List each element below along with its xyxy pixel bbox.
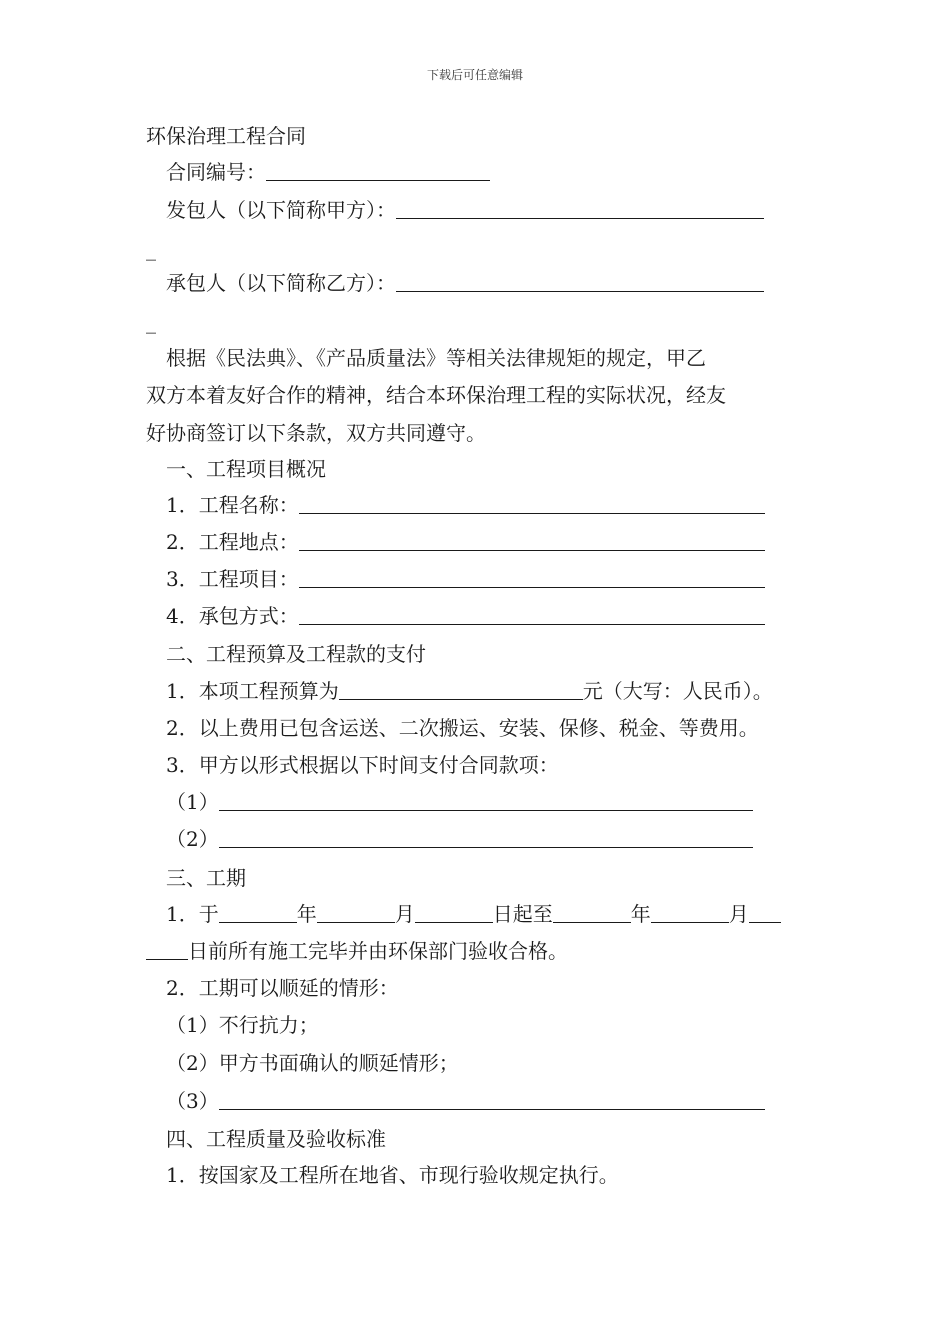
- payment-sub-item: [166, 789, 753, 815]
- item-number: 4．: [166, 604, 199, 628]
- item-label: 工程地点：: [198, 530, 299, 554]
- sub-item-number: （2）: [166, 827, 219, 851]
- fees-included-line: 2．以上费用已包含运送、二次搬运、安装、保修、税金、等费用。: [166, 716, 759, 740]
- party-b-blank[interactable]: [396, 273, 764, 292]
- budget-suffix: 元（大写：人民币）。: [582, 679, 773, 703]
- end-day-blank-part-1[interactable]: [749, 904, 781, 923]
- sub-item-number: （3）: [166, 1089, 219, 1113]
- schedule-rest: 日前所有施工完毕并由环保部门验收合格。: [188, 939, 568, 963]
- contract-number-label: 合同编号：: [166, 160, 266, 184]
- item-number: 3．: [166, 567, 199, 591]
- section-1-item: [166, 603, 765, 629]
- year-label: 年: [296, 902, 317, 926]
- end-day-blank-part-2[interactable]: [146, 941, 188, 960]
- contract-number-line: [166, 159, 490, 185]
- sub-item-number: （1）: [166, 790, 219, 814]
- extension-3-blank[interactable]: [219, 1091, 765, 1110]
- payment-sub-item: [166, 826, 753, 852]
- section-1-item: [166, 529, 765, 555]
- item-label: 承包方式：: [198, 604, 299, 628]
- contract-number-blank[interactable]: [266, 162, 490, 181]
- item-label: 工程项目：: [198, 567, 299, 591]
- section-2-heading: 二、工程预算及工程款的支付: [166, 642, 426, 666]
- page-header-note: 下载后可任意编辑: [426, 68, 523, 82]
- acceptance-standard-line: 1．按国家及工程所在地省、市现行验收规定执行。: [166, 1163, 619, 1187]
- project-location-blank[interactable]: [299, 532, 765, 551]
- intro-line-1: 根据《民法典》、《产品质量法》等相关法律规矩的规定，甲乙: [166, 346, 706, 370]
- party-b-line: [166, 270, 764, 296]
- month-label: 月: [728, 902, 749, 926]
- section-1-heading: 一、工程项目概况: [166, 457, 326, 481]
- contract-title: 环保治理工程合同: [146, 124, 306, 148]
- section-1-item: [166, 566, 765, 592]
- start-day-blank[interactable]: [415, 904, 493, 923]
- item-number: 1．: [166, 493, 199, 517]
- budget-prefix: 1．本项工程预算为: [166, 679, 339, 703]
- intro-line-2: 双方本着友好合作的精神，结合本环保治理工程的实际状况，经友: [146, 383, 726, 407]
- extension-sub-item-3: [166, 1088, 765, 1114]
- contract-method-blank[interactable]: [299, 606, 765, 625]
- section-3-heading: 三、工期: [166, 866, 246, 890]
- item-number: 2．: [166, 530, 199, 554]
- written-confirmation-line: （2）甲方书面确认的顺延情形；: [166, 1051, 459, 1075]
- start-month-blank[interactable]: [317, 904, 395, 923]
- day-from-label: 日起至: [492, 902, 553, 926]
- year-label: 年: [630, 902, 651, 926]
- party-a-blank[interactable]: [396, 200, 764, 219]
- budget-line: [166, 678, 773, 704]
- payment-terms-line: 3．甲方以形式根据以下时间支付合同款项：: [166, 753, 559, 777]
- extension-cases-line: 2．工期可以顺延的情形：: [166, 976, 399, 1000]
- party-b-label: 承包人（以下简称乙方）：: [166, 271, 396, 295]
- intro-line-3: 好协商签订以下条款，双方共同遵守。: [146, 421, 486, 445]
- payment-1-blank[interactable]: [219, 792, 753, 811]
- month-label: 月: [394, 902, 415, 926]
- schedule-prefix: 1．于: [166, 902, 219, 926]
- party-a-label: 发包人（以下简称甲方）：: [166, 198, 396, 222]
- schedule-line-cont: [146, 938, 568, 964]
- payment-2-blank[interactable]: [219, 829, 753, 848]
- section-1-item: [166, 492, 765, 518]
- project-name-blank[interactable]: [299, 495, 765, 514]
- party-b-trailing-mark: _: [146, 310, 156, 334]
- section-4-heading: 四、工程质量及验收标准: [166, 1127, 386, 1151]
- force-majeure-line: （1）不行抗力；: [166, 1013, 319, 1037]
- schedule-line: [166, 901, 781, 927]
- start-year-blank[interactable]: [219, 904, 297, 923]
- party-a-trailing-mark: _: [146, 237, 156, 261]
- budget-amount-blank[interactable]: [339, 681, 583, 700]
- item-label: 工程名称：: [198, 493, 299, 517]
- end-month-blank[interactable]: [651, 904, 729, 923]
- end-year-blank[interactable]: [553, 904, 631, 923]
- project-items-blank[interactable]: [299, 569, 765, 588]
- party-a-line: [166, 197, 764, 223]
